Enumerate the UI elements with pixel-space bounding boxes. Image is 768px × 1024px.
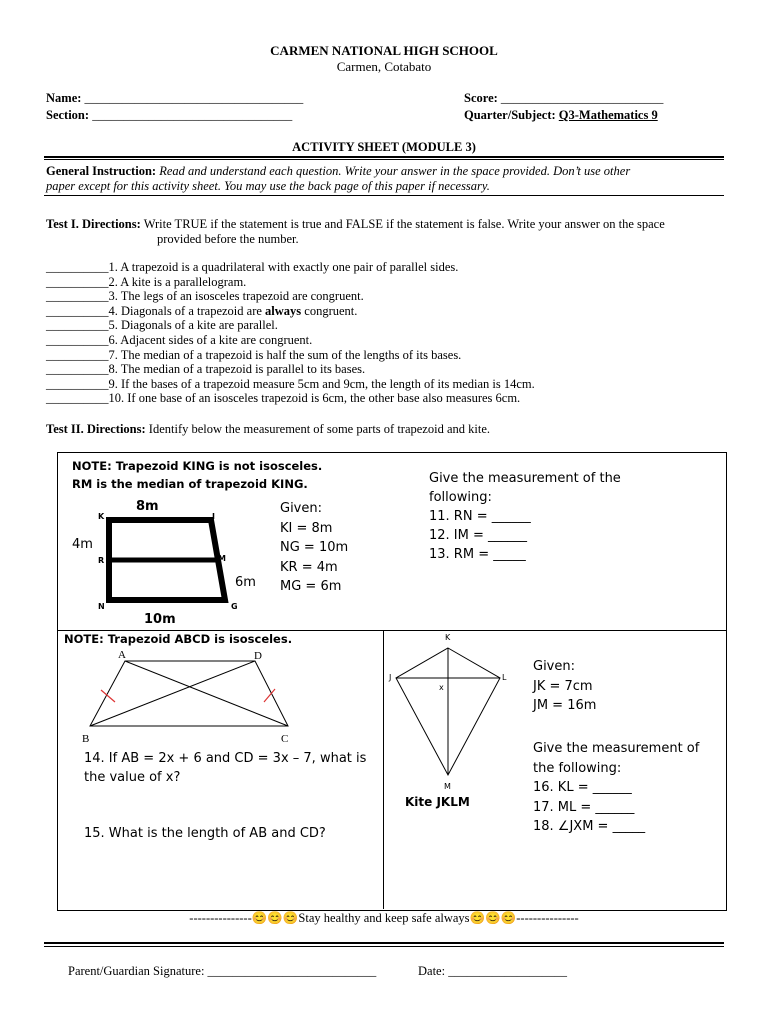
- answer-blank[interactable]: __________: [46, 376, 109, 391]
- statement-text: 5. Diagonals of a kite are parallel.: [108, 318, 278, 333]
- test1-label: Test I. Directions:: [46, 217, 141, 231]
- question-16[interactable]: 16. KL = ______: [533, 780, 632, 795]
- statement-text: 2. A kite is a parallelogram.: [108, 274, 247, 289]
- king-given-title: Given:: [280, 501, 322, 516]
- tick-cd: [264, 689, 275, 702]
- vertex-d: D: [254, 650, 262, 662]
- diagonal-ac: [125, 661, 288, 726]
- answer-blank[interactable]: __________: [46, 289, 109, 304]
- king-questions: [429, 469, 621, 564]
- statement-text: 6. Adjacent sides of a kite are congruent.: [108, 333, 313, 347]
- trapezoid-abcd-shape: [90, 661, 288, 726]
- king-note2: RM is the median of trapezoid KING.: [72, 477, 308, 491]
- section-line: [46, 108, 292, 123]
- school-location: Carmen, Cotabato: [336, 59, 432, 74]
- date-line: [418, 964, 567, 979]
- king-given-mg: MG = 6m: [280, 579, 342, 594]
- kite-caption: Kite JKLM: [405, 795, 470, 809]
- vertex-i: I: [212, 512, 215, 521]
- answer-blank[interactable]: __________: [46, 362, 109, 377]
- vertex-k-kite: K: [445, 633, 451, 642]
- test1-text1: Write TRUE if the statement is true and FALSE if the statement is false. Write your answer on the space: [143, 217, 665, 231]
- king-given-kr: KR = 4m: [280, 559, 338, 575]
- vertex-a: A: [118, 649, 126, 661]
- question-17[interactable]: 17. ML = ______: [533, 799, 635, 815]
- test1-item: [46, 391, 520, 406]
- kite-questions: [533, 739, 699, 837]
- test1-item: [46, 348, 461, 363]
- king-ask-title2: following:: [429, 490, 492, 505]
- statement-text-end: congruent.: [301, 303, 358, 318]
- point-x: x: [439, 683, 444, 692]
- label-left-4m: 4m: [72, 537, 93, 552]
- top-rule: [44, 156, 724, 158]
- kite-given-title: Given:: [533, 659, 575, 674]
- answer-blank[interactable]: __________: [46, 318, 109, 333]
- test1-text2: provided before the number.: [157, 232, 299, 246]
- divider-right: [507, 630, 726, 631]
- date-blank[interactable]: ___________________: [448, 964, 567, 978]
- general-instruction: [46, 164, 630, 179]
- statement-text: 7. The median of a trapezoid is half the sum of the lengths of its bases.: [108, 347, 462, 362]
- kite-given: [533, 657, 596, 716]
- instruction-label: General Instruction:: [46, 164, 157, 178]
- signature-line: [68, 964, 376, 979]
- kite-given-jm: JM = 16m: [533, 698, 597, 713]
- answer-blank[interactable]: __________: [46, 333, 109, 347]
- king-given: [280, 499, 348, 597]
- vertex-k: K: [98, 512, 105, 521]
- question-14: [84, 749, 366, 787]
- signature-label: Parent/Guardian Signature:: [68, 964, 205, 978]
- sheet-title: ACTIVITY SHEET (MODULE 3): [292, 140, 476, 154]
- footer-rule-thin: [44, 946, 724, 947]
- label-top-8m: 8m: [136, 499, 159, 514]
- test1-item: [46, 333, 312, 348]
- signature-blank[interactable]: ___________________________: [207, 964, 377, 978]
- subject-line: [464, 108, 658, 123]
- king-given-ki: KI = 8m: [280, 520, 333, 536]
- name-line: [46, 91, 303, 106]
- section-blank[interactable]: ________________________________: [92, 108, 293, 122]
- trapezoid-king-diagram: [60, 492, 280, 632]
- kite-jklm-diagram: [388, 628, 518, 808]
- test2-directions: [46, 422, 490, 437]
- question-13[interactable]: 13. RM = _____: [429, 547, 526, 562]
- statement-emphasis: always: [265, 303, 302, 318]
- name-label: Name:: [46, 91, 82, 105]
- vertex-j: J: [389, 673, 392, 682]
- question-14-line2: the value of x?: [84, 770, 181, 785]
- question-15: 15. What is the length of AB and CD?: [84, 826, 326, 841]
- king-note1: NOTE: Trapezoid KING is not isosceles.: [72, 459, 323, 473]
- question-18[interactable]: 18. ∠JXM = _____: [533, 819, 646, 834]
- king-ask-title1: Give the measurement of the: [429, 471, 621, 486]
- test1-item: [46, 275, 246, 290]
- label-bottom-10m: 10m: [144, 612, 176, 627]
- kite-ask-title1: Give the measurement of: [533, 741, 700, 756]
- vertex-r: R: [98, 556, 105, 565]
- diagonal-bd: [90, 661, 255, 726]
- question-14-line1: 14. If AB = 2x + 6 and CD = 3x – 7, what is: [84, 751, 367, 766]
- kite-ask-title2: the following:: [533, 760, 622, 776]
- kite-given-jk: JK = 7cm: [533, 678, 593, 694]
- question-12[interactable]: 12. IM = ______: [429, 528, 528, 543]
- instruction-rule: [44, 195, 724, 196]
- statement-text: 4. Diagonals of a trapezoid are: [108, 303, 266, 318]
- vertex-g: G: [231, 602, 238, 611]
- vertex-b: B: [82, 733, 90, 745]
- name-blank[interactable]: ___________________________________: [84, 91, 304, 105]
- test1-item: [46, 362, 365, 377]
- vertical-divider: [383, 630, 384, 909]
- king-given-ng: NG = 10m: [280, 540, 349, 555]
- answer-blank[interactable]: __________: [46, 391, 109, 406]
- test1-item: [46, 260, 458, 275]
- school-name: CARMEN NATIONAL HIGH SCHOOL: [270, 43, 498, 58]
- answer-blank[interactable]: __________: [46, 347, 109, 362]
- instruction-line1: Read and understand each question. Write your answer in the space provided. Don’t use other: [159, 164, 631, 178]
- closing-message: ---------------😊😊😊Stay healthy and keep safe always😊😊😊---------------: [189, 911, 579, 925]
- statement-text: 8. The median of a trapezoid is parallel to its bases.: [108, 362, 366, 377]
- answer-blank[interactable]: __________: [46, 274, 109, 289]
- answer-blank[interactable]: __________: [46, 303, 109, 318]
- section-label: Section:: [46, 108, 90, 122]
- test1-directions: [46, 217, 665, 232]
- subject-label: Quarter/Subject:: [464, 108, 556, 122]
- test1-item: [46, 289, 364, 304]
- statement-text: 10. If one base of an isosceles trapezoid is 6cm, the other base also measures 6cm.: [108, 391, 521, 406]
- label-right-6m: 6m: [235, 575, 256, 590]
- test2-label: Test II. Directions:: [46, 422, 146, 436]
- score-blank[interactable]: __________________________: [500, 91, 664, 105]
- footer-rule: [44, 942, 724, 944]
- vertex-m: M: [218, 554, 226, 563]
- test1-item: [46, 318, 278, 333]
- test1-item: [46, 377, 535, 392]
- statement-text: 9. If the bases of a trapezoid measure 5cm and 9cm, the length of its median is 14cm.: [108, 376, 535, 391]
- answer-blank[interactable]: __________: [46, 260, 109, 274]
- date-label: Date:: [418, 964, 446, 978]
- score-line: [464, 91, 663, 106]
- vertex-c: C: [281, 733, 289, 745]
- vertex-n: N: [98, 602, 105, 611]
- vertex-l: L: [502, 673, 507, 682]
- subject-value: Q3-Mathematics 9: [558, 108, 658, 122]
- vertex-m-kite: M: [444, 782, 451, 791]
- score-label: Score:: [464, 91, 498, 105]
- instruction-line2: paper except for this activity sheet. You may use the back page of this paper if necessary.: [46, 179, 490, 193]
- abcd-note: NOTE: Trapezoid ABCD is isosceles.: [64, 632, 293, 646]
- trapezoid-abcd-diagram: [78, 646, 298, 746]
- statement-text: 3. The legs of an isosceles trapezoid are congruent.: [108, 289, 364, 304]
- statement-text: 1. A trapezoid is a quadrilateral with exactly one pair of parallel sides.: [108, 260, 459, 274]
- top-rule-thin: [44, 159, 724, 160]
- test2-text: Identify below the measurement of some parts of trapezoid and kite.: [148, 422, 490, 436]
- test1-item: [46, 304, 357, 319]
- question-11[interactable]: 11. RN = ______: [429, 509, 531, 524]
